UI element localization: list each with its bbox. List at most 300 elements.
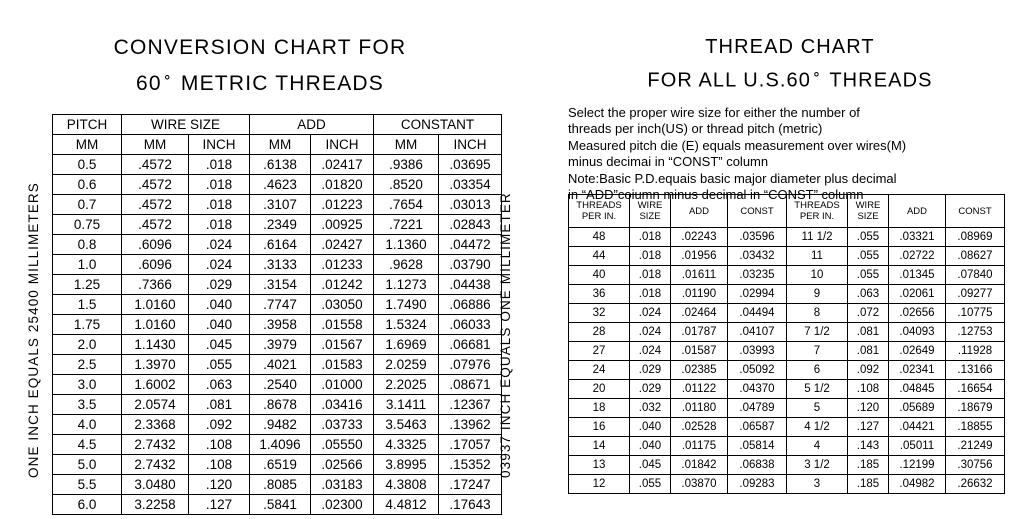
cell-threads-1: 13: [569, 456, 630, 475]
cell-const-inch: .17057: [439, 435, 502, 455]
cell-wire-mm: .6096: [122, 255, 189, 275]
cell-const-mm: 4.3325: [374, 435, 439, 455]
cell-const-1: .05814: [728, 437, 787, 456]
thread-header-threads-per-in-2: THREADS PER IN.: [787, 195, 848, 228]
table-row: [569, 247, 1005, 266]
cell-wire-inch: .108: [189, 455, 250, 475]
cell-wire-2: .063: [848, 285, 889, 304]
cell-wire-2: .127: [848, 418, 889, 437]
cell-wire-2: .185: [848, 475, 889, 494]
table-row: [569, 437, 1005, 456]
cell-const-1: .03993: [728, 342, 787, 361]
cell-wire-inch: .040: [189, 295, 250, 315]
metric-sub-header-row: [53, 135, 502, 155]
cell-const-mm: 1.7490: [374, 295, 439, 315]
table-row: [569, 285, 1005, 304]
cell-const-2: .13166: [946, 361, 1005, 380]
note-line-5: Note:Basic P.D.equais basic major diameter plus decimal: [568, 170, 897, 186]
metric-group-header-row: [53, 115, 502, 135]
table-row: [53, 215, 502, 235]
metric-subheader-const-inch: INCH: [439, 135, 502, 155]
cell-add-inch: .01000: [311, 375, 374, 395]
cell-add-2: .12199: [889, 456, 946, 475]
cell-const-inch: .04472: [439, 235, 502, 255]
cell-wire-mm: 2.7432: [122, 455, 189, 475]
metric-header-pitch: PITCH: [53, 115, 122, 135]
cell-wire-mm: .4572: [122, 195, 189, 215]
cell-wire-mm: 1.0160: [122, 315, 189, 335]
cell-add-1: .02528: [671, 418, 728, 437]
cell-add-2: .04845: [889, 380, 946, 399]
cell-wire-inch: .055: [189, 355, 250, 375]
cell-wire-1: .055: [630, 475, 671, 494]
cell-wire-2: .055: [848, 247, 889, 266]
left-title-line2: [0, 70, 520, 96]
degree-symbol-icon: ⚬: [811, 67, 824, 82]
cell-add-inch: .03183: [311, 475, 374, 495]
cell-const-mm: .8520: [374, 175, 439, 195]
cell-add-2: .03321: [889, 228, 946, 247]
cell-const-inch: .06681: [439, 335, 502, 355]
cell-threads-1: 18: [569, 399, 630, 418]
cell-pitch: 2.5: [53, 355, 122, 375]
cell-wire-inch: .045: [189, 335, 250, 355]
metric-header-add: ADD: [250, 115, 374, 135]
cell-add-inch: .01567: [311, 335, 374, 355]
thread-header-const-2: CONST: [946, 195, 1005, 228]
cell-const-inch: .17247: [439, 475, 502, 495]
cell-wire-mm: 1.0160: [122, 295, 189, 315]
cell-wire-mm: 1.6002: [122, 375, 189, 395]
right-title-line1: THREAD CHART: [705, 36, 875, 58]
cell-const-mm: 1.5324: [374, 315, 439, 335]
note-line-3: Measured pitch die (E) equals measurement over wires(M): [568, 137, 907, 153]
table-row: [53, 255, 502, 275]
cell-threads-2: 11 1/2: [787, 228, 848, 247]
cell-const-inch: .03790: [439, 255, 502, 275]
cell-threads-2: 9: [787, 285, 848, 304]
cell-add-inch: .01242: [311, 275, 374, 295]
cell-wire-2: .092: [848, 361, 889, 380]
cell-add-2: .02656: [889, 304, 946, 323]
cell-const-mm: 1.6969: [374, 335, 439, 355]
cell-const-mm: 3.5463: [374, 415, 439, 435]
cell-const-1: .04107: [728, 323, 787, 342]
cell-const-mm: .7221: [374, 215, 439, 235]
cell-add-inch: .03050: [311, 295, 374, 315]
cell-pitch: 0.75: [53, 215, 122, 235]
cell-const-mm: .9386: [374, 155, 439, 175]
thread-header-add-1: ADD: [671, 195, 728, 228]
cell-wire-inch: .108: [189, 435, 250, 455]
cell-wire-mm: .4572: [122, 215, 189, 235]
cell-add-inch: .05550: [311, 435, 374, 455]
cell-wire-1: .018: [630, 266, 671, 285]
cell-wire-1: .024: [630, 323, 671, 342]
left-title-degree-number: 60: [136, 72, 162, 95]
thread-header-add-2: ADD: [889, 195, 946, 228]
cell-add-mm: .8085: [250, 475, 311, 495]
cell-const-1: .06587: [728, 418, 787, 437]
left-side-caption: ONE INCH EQUALS 25400 MILLIMETERS: [26, 182, 41, 478]
thread-header-wire-size-1: WIRE SIZE: [630, 195, 671, 228]
cell-add-mm: .4021: [250, 355, 311, 375]
cell-add-mm: .3958: [250, 315, 311, 335]
cell-const-inch: .03013: [439, 195, 502, 215]
cell-threads-2: 7 1/2: [787, 323, 848, 342]
table-row: [569, 266, 1005, 285]
cell-threads-2: 4 1/2: [787, 418, 848, 437]
metric-subheader-wire-mm: MM: [122, 135, 189, 155]
table-row: [569, 228, 1005, 247]
cell-threads-1: 12: [569, 475, 630, 494]
cell-threads-2: 10: [787, 266, 848, 285]
right-title-line2: [560, 67, 1020, 93]
cell-const-2: .11928: [946, 342, 1005, 361]
cell-pitch: 0.6: [53, 175, 122, 195]
cell-add-1: .03870: [671, 475, 728, 494]
cell-wire-1: .018: [630, 228, 671, 247]
cell-const-mm: .9628: [374, 255, 439, 275]
cell-wire-2: .185: [848, 456, 889, 475]
metric-header-wire-size: WIRE SIZE: [122, 115, 250, 135]
cell-wire-1: .018: [630, 285, 671, 304]
table-row: [569, 380, 1005, 399]
cell-const-2: .30756: [946, 456, 1005, 475]
cell-add-mm: .6164: [250, 235, 311, 255]
cell-add-1: .01787: [671, 323, 728, 342]
cell-pitch: 5.5: [53, 475, 122, 495]
degree-symbol-icon: ⚬: [161, 70, 174, 85]
cell-wire-inch: .081: [189, 395, 250, 415]
right-title-line2-suffix: THREADS: [829, 69, 933, 92]
cell-add-1: .02385: [671, 361, 728, 380]
cell-const-mm: 4.3808: [374, 475, 439, 495]
table-row: [53, 415, 502, 435]
cell-pitch: 0.5: [53, 155, 122, 175]
thread-header-const-1: CONST: [728, 195, 787, 228]
cell-add-2: .02649: [889, 342, 946, 361]
cell-add-1: .02243: [671, 228, 728, 247]
cell-const-1: .04494: [728, 304, 787, 323]
table-row: [53, 455, 502, 475]
note-line-2: threads per inch(US) or thread pitch (metric): [568, 121, 823, 137]
metric-subheader-add-mm: MM: [250, 135, 311, 155]
cell-add-1: .01587: [671, 342, 728, 361]
cell-const-1: .03596: [728, 228, 787, 247]
cell-const-inch: .13962: [439, 415, 502, 435]
cell-add-mm: .6138: [250, 155, 311, 175]
cell-const-1: .02994: [728, 285, 787, 304]
cell-wire-mm: 2.3368: [122, 415, 189, 435]
cell-wire-1: .040: [630, 437, 671, 456]
cell-add-inch: .03733: [311, 415, 374, 435]
table-row: [53, 335, 502, 355]
cell-threads-1: 44: [569, 247, 630, 266]
cell-wire-2: .143: [848, 437, 889, 456]
cell-pitch: 0.7: [53, 195, 122, 215]
cell-const-1: .03235: [728, 266, 787, 285]
cell-add-mm: .2349: [250, 215, 311, 235]
cell-pitch: 1.5: [53, 295, 122, 315]
note-line-1: Select the proper wire size for either the number of: [568, 104, 860, 120]
cell-add-2: .02722: [889, 247, 946, 266]
cell-add-1: .01611: [671, 266, 728, 285]
cell-wire-inch: .040: [189, 315, 250, 335]
metric-table-body: [53, 155, 502, 515]
cell-add-inch: .02427: [311, 235, 374, 255]
cell-const-2: .07840: [946, 266, 1005, 285]
cell-add-1: .01122: [671, 380, 728, 399]
cell-threads-2: 11: [787, 247, 848, 266]
cell-wire-inch: .018: [189, 175, 250, 195]
left-title-line2-text: METRIC THREADS: [180, 72, 384, 95]
cell-add-mm: .8678: [250, 395, 311, 415]
cell-add-inch: .02566: [311, 455, 374, 475]
us-thread-panel: [560, 0, 1020, 519]
cell-add-1: .02464: [671, 304, 728, 323]
note-line-4: minus decimai in “CONST” column: [568, 154, 769, 170]
cell-threads-2: 4: [787, 437, 848, 456]
table-row: [53, 435, 502, 455]
cell-wire-inch: .024: [189, 235, 250, 255]
cell-add-mm: .2540: [250, 375, 311, 395]
cell-wire-1: .018: [630, 247, 671, 266]
cell-const-mm: 2.2025: [374, 375, 439, 395]
cell-threads-2: 6: [787, 361, 848, 380]
cell-wire-inch: .120: [189, 475, 250, 495]
cell-add-inch: .01820: [311, 175, 374, 195]
cell-threads-1: 27: [569, 342, 630, 361]
table-row: [569, 361, 1005, 380]
cell-add-mm: .3979: [250, 335, 311, 355]
thread-header-wire-size-2: WIRE SIZE: [848, 195, 889, 228]
cell-wire-1: .040: [630, 418, 671, 437]
cell-wire-1: .024: [630, 304, 671, 323]
cell-wire-mm: .4572: [122, 155, 189, 175]
cell-const-inch: .03695: [439, 155, 502, 175]
cell-add-mm: .3133: [250, 255, 311, 275]
table-row: [53, 395, 502, 415]
cell-add-2: .04421: [889, 418, 946, 437]
cell-wire-mm: 3.0480: [122, 475, 189, 495]
cell-add-mm: .9482: [250, 415, 311, 435]
cell-const-inch: .04438: [439, 275, 502, 295]
cell-add-1: .01956: [671, 247, 728, 266]
cell-wire-inch: .029: [189, 275, 250, 295]
metric-subheader-wire-inch: INCH: [189, 135, 250, 155]
cell-const-2: .12753: [946, 323, 1005, 342]
cell-add-1: .01175: [671, 437, 728, 456]
table-row: [53, 295, 502, 315]
cell-add-mm: 1.4096: [250, 435, 311, 455]
cell-const-1: .05092: [728, 361, 787, 380]
cell-const-mm: .7654: [374, 195, 439, 215]
cell-pitch: 3.5: [53, 395, 122, 415]
cell-pitch: 2.0: [53, 335, 122, 355]
left-title-line1: CONVERSION CHART FOR: [113, 36, 407, 59]
cell-wire-inch: .018: [189, 215, 250, 235]
table-row: [569, 456, 1005, 475]
table-row: [569, 342, 1005, 361]
note-line-6: in “ADD”coiumn minus decimal in “CONST” column: [568, 187, 864, 203]
cell-add-1: .01842: [671, 456, 728, 475]
cell-wire-mm: 1.3970: [122, 355, 189, 375]
cell-pitch: 6.0: [53, 495, 122, 515]
cell-wire-2: .108: [848, 380, 889, 399]
cell-const-mm: 4.4812: [374, 495, 439, 515]
cell-threads-2: 7: [787, 342, 848, 361]
table-row: [53, 235, 502, 255]
cell-const-mm: 1.1273: [374, 275, 439, 295]
metric-header-constant: CONSTANT: [374, 115, 502, 135]
right-panel-title: [560, 36, 1020, 93]
cell-add-inch: .01233: [311, 255, 374, 275]
cell-pitch: 0.8: [53, 235, 122, 255]
thread-table-wrapper: [568, 194, 1005, 494]
cell-add-2: .02061: [889, 285, 946, 304]
cell-const-inch: .02843: [439, 215, 502, 235]
cell-threads-2: 5 1/2: [787, 380, 848, 399]
table-row: [53, 475, 502, 495]
cell-add-2: .05689: [889, 399, 946, 418]
cell-wire-inch: .063: [189, 375, 250, 395]
metric-subheader-add-inch: INCH: [311, 135, 374, 155]
table-row: [53, 175, 502, 195]
right-side-caption: 03937 INCH EQUALS ONE MILLIMETER: [498, 192, 513, 478]
cell-threads-1: 36: [569, 285, 630, 304]
cell-const-1: .04370: [728, 380, 787, 399]
cell-wire-1: .045: [630, 456, 671, 475]
metric-subheader-const-mm: MM: [374, 135, 439, 155]
cell-pitch: 3.0: [53, 375, 122, 395]
cell-const-mm: 1.1360: [374, 235, 439, 255]
cell-const-mm: 3.8995: [374, 455, 439, 475]
cell-wire-mm: .6096: [122, 235, 189, 255]
cell-const-1: .09283: [728, 475, 787, 494]
cell-wire-2: .120: [848, 399, 889, 418]
thread-header-threads-per-in-1: THREADS PER IN.: [569, 195, 630, 228]
cell-threads-1: 14: [569, 437, 630, 456]
cell-pitch: 1.75: [53, 315, 122, 335]
cell-add-2: .05011: [889, 437, 946, 456]
metric-subheader-pitch-mm: MM: [53, 135, 122, 155]
cell-add-mm: .3154: [250, 275, 311, 295]
cell-const-2: .16654: [946, 380, 1005, 399]
cell-wire-1: .029: [630, 380, 671, 399]
cell-wire-inch: .127: [189, 495, 250, 515]
right-title-line2-prefix: FOR ALL U.S.60: [647, 69, 812, 92]
cell-wire-1: .029: [630, 361, 671, 380]
cell-wire-inch: .092: [189, 415, 250, 435]
cell-const-2: .09277: [946, 285, 1005, 304]
table-row: [53, 275, 502, 295]
cell-add-inch: .01223: [311, 195, 374, 215]
cell-add-1: .01190: [671, 285, 728, 304]
cell-wire-mm: 2.0574: [122, 395, 189, 415]
cell-wire-mm: .7366: [122, 275, 189, 295]
table-row: [53, 195, 502, 215]
cell-const-inch: .06886: [439, 295, 502, 315]
table-row: [569, 323, 1005, 342]
cell-wire-2: .081: [848, 323, 889, 342]
cell-add-mm: .7747: [250, 295, 311, 315]
table-row: [569, 418, 1005, 437]
cell-add-2: .02341: [889, 361, 946, 380]
cell-threads-1: 40: [569, 266, 630, 285]
table-row: [53, 375, 502, 395]
left-panel-title: [0, 36, 520, 96]
cell-wire-inch: .018: [189, 155, 250, 175]
cell-threads-1: 24: [569, 361, 630, 380]
cell-threads-2: 3: [787, 475, 848, 494]
cell-const-mm: 2.0259: [374, 355, 439, 375]
cell-pitch: 4.0: [53, 415, 122, 435]
cell-pitch: 1.0: [53, 255, 122, 275]
cell-pitch: 4.5: [53, 435, 122, 455]
cell-const-2: .08969: [946, 228, 1005, 247]
table-row: [569, 475, 1005, 494]
metric-conversion-table: [52, 114, 502, 515]
cell-wire-mm: 3.2258: [122, 495, 189, 515]
cell-threads-1: 16: [569, 418, 630, 437]
cell-threads-1: 20: [569, 380, 630, 399]
cell-threads-2: 8: [787, 304, 848, 323]
thread-header-row: [569, 195, 1005, 228]
cell-wire-mm: 1.1430: [122, 335, 189, 355]
cell-threads-1: 28: [569, 323, 630, 342]
cell-add-mm: .6519: [250, 455, 311, 475]
cell-const-2: .10775: [946, 304, 1005, 323]
cell-wire-2: .081: [848, 342, 889, 361]
thread-table-body: [569, 228, 1005, 494]
cell-add-inch: .02417: [311, 155, 374, 175]
cell-add-inch: .03416: [311, 395, 374, 415]
cell-add-1: .01180: [671, 399, 728, 418]
cell-threads-1: 32: [569, 304, 630, 323]
cell-wire-2: .072: [848, 304, 889, 323]
cell-add-2: .04093: [889, 323, 946, 342]
cell-const-inch: .07976: [439, 355, 502, 375]
cell-const-inch: .08671: [439, 375, 502, 395]
cell-threads-2: 3 1/2: [787, 456, 848, 475]
cell-add-mm: .4623: [250, 175, 311, 195]
cell-const-1: .03432: [728, 247, 787, 266]
cell-const-2: .26632: [946, 475, 1005, 494]
table-row: [569, 399, 1005, 418]
cell-wire-2: .055: [848, 228, 889, 247]
cell-const-inch: .12367: [439, 395, 502, 415]
cell-const-2: .18855: [946, 418, 1005, 437]
cell-add-inch: .02300: [311, 495, 374, 515]
cell-const-2: .21249: [946, 437, 1005, 456]
cell-wire-2: .055: [848, 266, 889, 285]
cell-const-mm: 3.1411: [374, 395, 439, 415]
table-row: [53, 495, 502, 515]
cell-const-2: .08627: [946, 247, 1005, 266]
cell-add-mm: .3107: [250, 195, 311, 215]
cell-wire-inch: .024: [189, 255, 250, 275]
cell-const-inch: .06033: [439, 315, 502, 335]
table-row: [53, 315, 502, 335]
us-thread-table: [568, 194, 1005, 494]
cell-wire-mm: 2.7432: [122, 435, 189, 455]
cell-wire-1: .024: [630, 342, 671, 361]
cell-threads-2: 5: [787, 399, 848, 418]
cell-add-2: .01345: [889, 266, 946, 285]
cell-pitch: 5.0: [53, 455, 122, 475]
cell-const-2: .18679: [946, 399, 1005, 418]
